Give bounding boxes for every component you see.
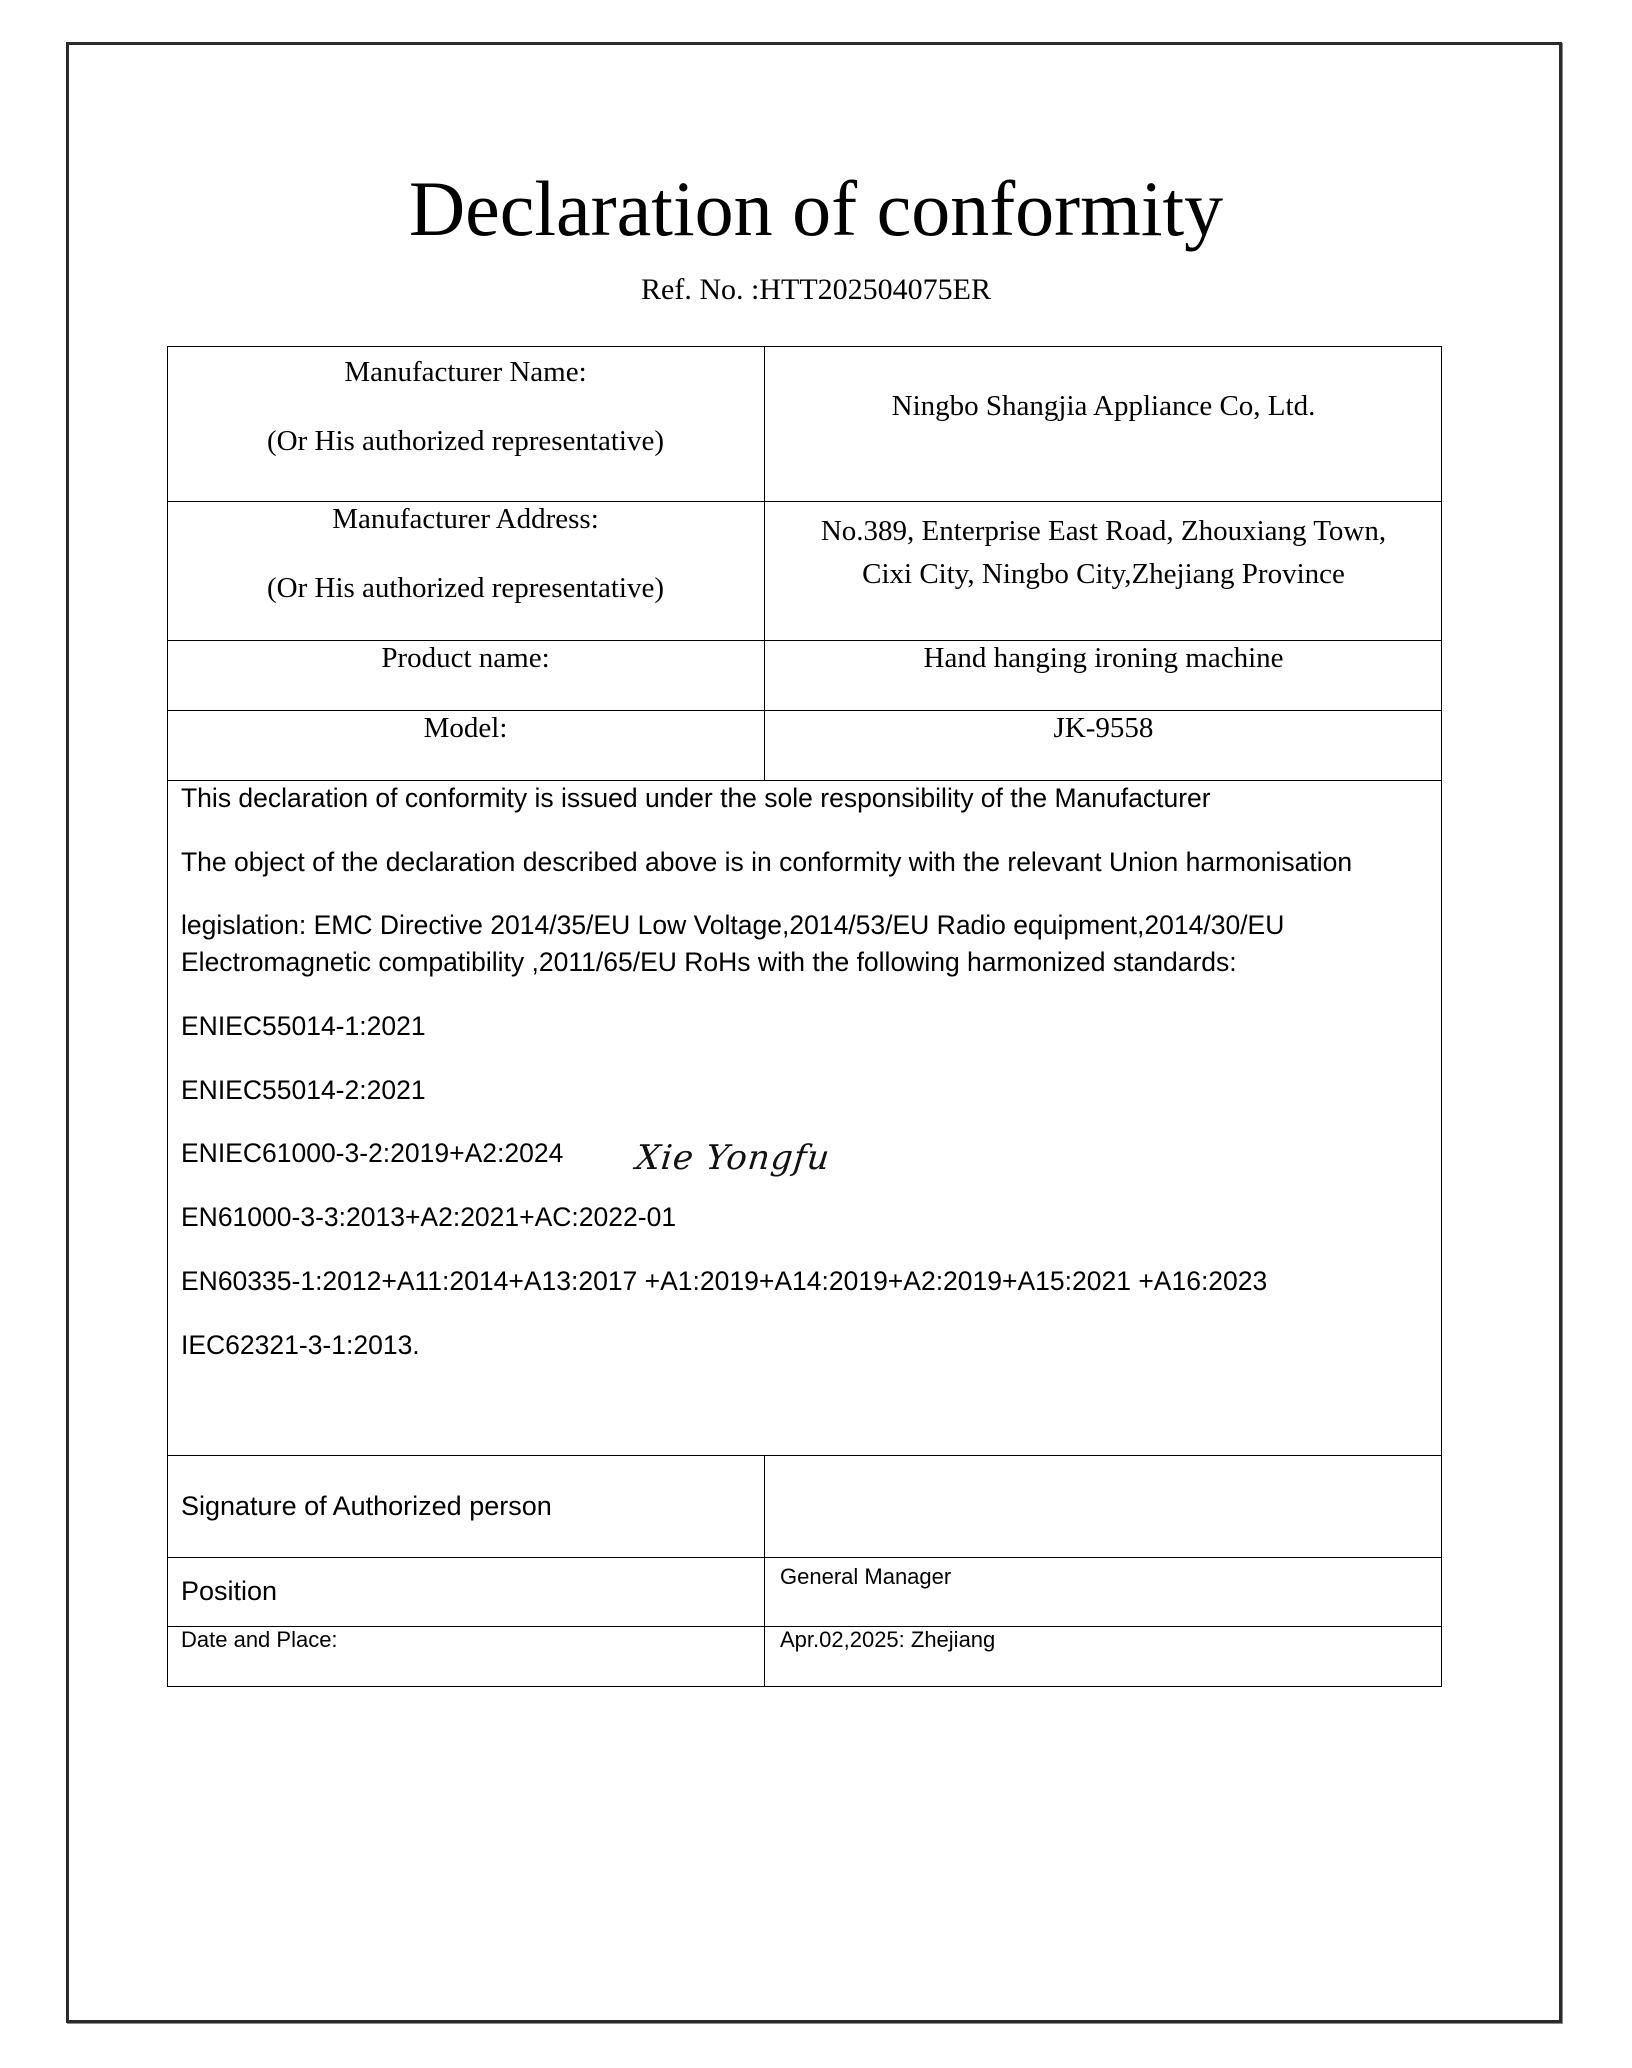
reference-number: Ref. No. :HTT202504075ER — [641, 273, 991, 306]
manufacturer-address-line2: Cixi City, Ningbo City,Zhejiang Province — [862, 558, 1345, 590]
standard-item: ENIEC55014-1:2021 — [181, 1011, 426, 1041]
handwritten-signature: Xie Yongfu — [633, 1138, 833, 1178]
standard-item: EN61000-3-3:2013+A2:2021+AC:2022-01 — [181, 1202, 677, 1232]
statement-line-4: Electromagnetic compatibility ,2011/65/EU RoHs with the following harmonized standards: — [181, 947, 1237, 977]
manufacturer-address-line1: No.389, Enterprise East Road, Zhouxiang Town, — [820, 515, 1387, 547]
date-place-value: Apr.02,2025: Zhejiang — [780, 1627, 996, 1652]
manufacturer-name-label: Manufacturer Name: — [344, 356, 587, 388]
statement-line-1: This declaration of conformity is issued under the sole responsibility of the Manufacturer — [181, 783, 1211, 813]
standard-item: ENIEC61000-3-2:2019+A2:2024 — [181, 1138, 564, 1168]
model-value: JK-9558 — [1053, 712, 1154, 744]
position-value: General Manager — [780, 1564, 952, 1589]
manufacturer-name-value: Ningbo Shangjia Appliance Co, Ltd. — [891, 390, 1316, 422]
manufacturer-address-sublabel: (Or His authorized representative) — [267, 572, 664, 604]
manufacturer-address-label: Manufacturer Address: — [332, 503, 599, 535]
statement-line-2: The object of the declaration described above is in conformity with the relevant Union harmonisation — [181, 847, 1353, 877]
statement-line-3: legislation: EMC Directive 2014/35/EU Low Voltage,2014/53/EU Radio equipment,2014/30/EU — [181, 910, 1285, 940]
declaration-table — [167, 346, 1442, 1686]
standard-item: IEC62321-3-1:2013. — [181, 1330, 420, 1360]
position-label: Position — [181, 1576, 278, 1606]
document-title: Declaration of conformity — [408, 165, 1224, 252]
product-name-value: Hand hanging ironing machine — [923, 642, 1284, 674]
product-name-label: Product name: — [381, 642, 550, 674]
model-label: Model: — [423, 712, 508, 744]
standard-item: EN60335-1:2012+A11:2014+A13:2017 +A1:2019+A14:2019+A2:2019+A15:2021 +A16:2023 — [181, 1266, 1268, 1296]
date-place-label: Date and Place: — [181, 1627, 338, 1652]
manufacturer-name-sublabel: (Or His authorized representative) — [267, 425, 664, 457]
standard-item: ENIEC55014-2:2021 — [181, 1075, 426, 1105]
signature-label: Signature of Authorized person — [181, 1491, 552, 1521]
